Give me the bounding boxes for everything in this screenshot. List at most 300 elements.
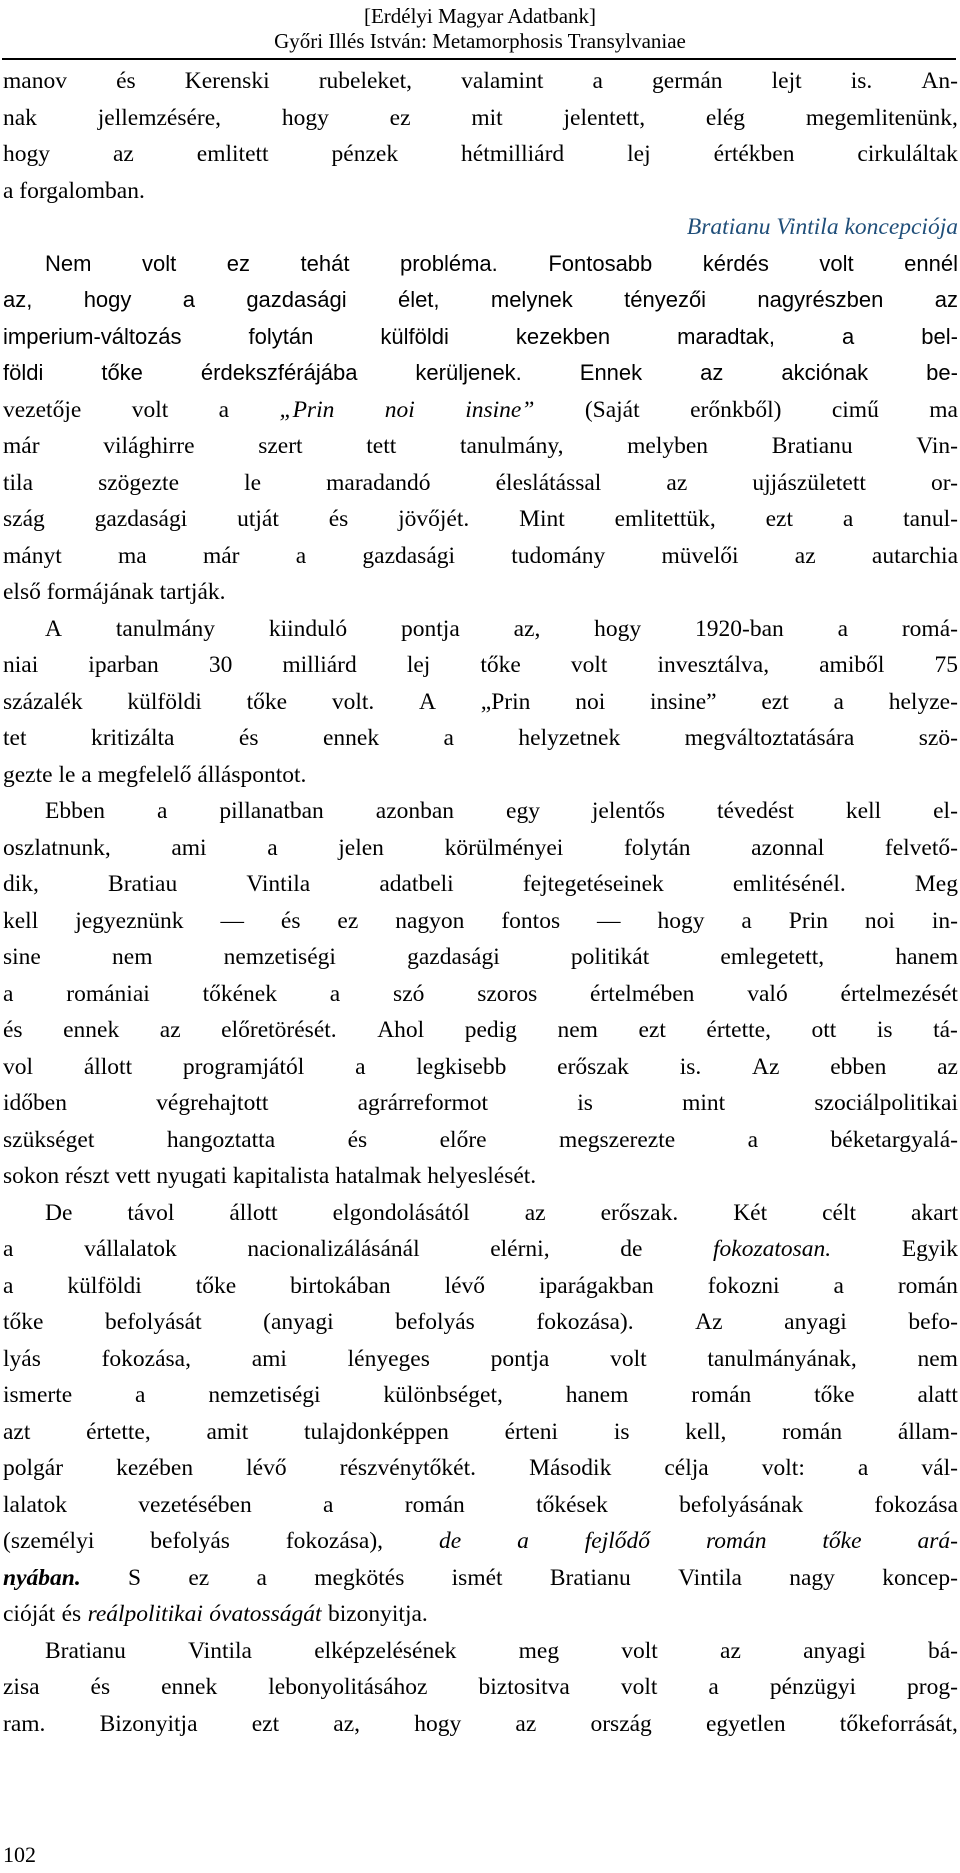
word: megemlitenünk, bbox=[805, 104, 958, 131]
word: gazdasági bbox=[94, 506, 188, 532]
word: a bbox=[329, 980, 341, 1007]
word: az bbox=[794, 542, 816, 569]
word: nem bbox=[557, 1017, 598, 1043]
word: bel- bbox=[921, 323, 958, 349]
word: Bratianu bbox=[549, 1564, 631, 1591]
word: (személyi bbox=[3, 1528, 95, 1554]
word: állott bbox=[83, 1053, 133, 1080]
word: végrehajtott bbox=[156, 1090, 269, 1116]
word: fokozatosan. bbox=[713, 1236, 832, 1262]
word: mit bbox=[471, 104, 503, 131]
word: sokon részt vett nyugati kapitalista hatalmak helyeslését. bbox=[3, 1163, 537, 1189]
word: a bbox=[443, 725, 454, 751]
word: fontos bbox=[501, 907, 561, 934]
word: a bbox=[3, 1236, 14, 1262]
word: A bbox=[45, 615, 62, 642]
word: utját bbox=[237, 506, 279, 532]
word: „Prin bbox=[480, 688, 531, 715]
word: a bbox=[842, 506, 854, 532]
text-line bbox=[45, 611, 958, 648]
word: vezetője bbox=[3, 396, 82, 423]
word: ami bbox=[171, 834, 207, 861]
word: lévő bbox=[444, 1272, 486, 1299]
word: volt bbox=[610, 1345, 647, 1372]
word: lebonyolitásához bbox=[268, 1674, 428, 1700]
word: volt bbox=[819, 250, 854, 276]
text-line bbox=[3, 1414, 958, 1451]
word: lej bbox=[406, 652, 431, 678]
word: ma bbox=[117, 542, 147, 569]
word: Ebben bbox=[45, 798, 106, 824]
word: ismerte bbox=[3, 1382, 73, 1408]
word: volt. bbox=[331, 688, 375, 715]
word: insine” bbox=[650, 688, 717, 715]
word: gazdasági bbox=[407, 944, 500, 970]
word: élet, bbox=[397, 287, 440, 312]
word: alatt bbox=[917, 1382, 958, 1408]
word: a bbox=[837, 615, 849, 642]
word: egy bbox=[506, 798, 540, 824]
word: be- bbox=[926, 360, 958, 385]
text-line bbox=[3, 1487, 958, 1524]
word: nemzetiségi bbox=[223, 944, 336, 970]
text-line bbox=[3, 1158, 958, 1195]
word: és bbox=[61, 1601, 82, 1627]
word: a bbox=[517, 1528, 529, 1554]
word: birtokában bbox=[290, 1272, 391, 1299]
word: éleslátással bbox=[495, 469, 602, 496]
word: ennek bbox=[63, 1017, 120, 1043]
text-line bbox=[3, 392, 958, 429]
word: or- bbox=[931, 469, 958, 496]
text-line bbox=[3, 1669, 958, 1706]
word: polgár bbox=[3, 1455, 64, 1481]
word: tanulmány bbox=[115, 615, 216, 642]
word: hogy bbox=[83, 287, 132, 312]
word: célt bbox=[822, 1199, 857, 1226]
word: amit bbox=[206, 1418, 249, 1445]
word: megkötés bbox=[314, 1564, 405, 1591]
text-line bbox=[3, 173, 958, 210]
word: érdekszférájába bbox=[200, 360, 358, 385]
word: Vintila bbox=[188, 1637, 252, 1664]
word: is bbox=[613, 1418, 630, 1445]
word: Kerenski bbox=[184, 68, 270, 94]
word: és bbox=[238, 725, 259, 751]
word: román bbox=[782, 1418, 843, 1445]
word: tőke bbox=[246, 688, 288, 715]
word: Bizonyitja bbox=[99, 1710, 198, 1737]
word: ezt bbox=[638, 1017, 666, 1043]
word: és bbox=[280, 907, 301, 934]
word: biztositva bbox=[478, 1674, 570, 1700]
word: az bbox=[720, 1637, 741, 1664]
word: melyben bbox=[627, 433, 709, 459]
word: tőke bbox=[195, 1272, 237, 1299]
word: befo- bbox=[908, 1309, 958, 1335]
word: erőszak. bbox=[600, 1199, 679, 1226]
text-line bbox=[3, 684, 958, 721]
body-text bbox=[3, 63, 958, 1742]
word: ez bbox=[226, 250, 250, 276]
word: zisa bbox=[3, 1674, 40, 1700]
word: előretörését. bbox=[221, 1017, 337, 1043]
header-book-title: Győri Illés István: Metamorphosis Transylvaniae bbox=[274, 29, 686, 53]
word: Vintila bbox=[246, 871, 311, 897]
word: gezte le a megfelelő álláspontot. bbox=[3, 761, 307, 788]
text-line bbox=[3, 830, 958, 867]
word: is bbox=[577, 1090, 593, 1116]
word: értette, bbox=[86, 1418, 151, 1445]
word: Fontosabb bbox=[548, 250, 653, 276]
word: helyzetnek bbox=[518, 725, 621, 751]
word: is. bbox=[850, 68, 873, 94]
text-line bbox=[3, 319, 958, 356]
word: cirkuláltak bbox=[857, 141, 958, 167]
word: nyában. bbox=[3, 1564, 81, 1591]
word: a bbox=[592, 68, 603, 94]
word: ott bbox=[811, 1017, 837, 1043]
word: tehát bbox=[300, 250, 350, 276]
word: a bbox=[157, 798, 168, 824]
word: in- bbox=[931, 907, 958, 934]
text-line bbox=[3, 100, 958, 137]
word: nacionalizálásánál bbox=[247, 1236, 420, 1262]
word: hogy bbox=[3, 141, 50, 167]
word: emlitett bbox=[196, 141, 269, 167]
word: értelmezését bbox=[840, 980, 958, 1007]
word: szociálpolitikai bbox=[814, 1090, 958, 1116]
word: dik, bbox=[3, 871, 39, 897]
word: nak bbox=[3, 104, 37, 131]
word: anyagi bbox=[784, 1309, 847, 1335]
word: vezetésében bbox=[138, 1491, 252, 1518]
word: és bbox=[347, 1126, 368, 1153]
word: jegyeznünk bbox=[75, 907, 184, 934]
word: a bbox=[857, 1455, 869, 1481]
word: lyás bbox=[3, 1345, 41, 1372]
word: és bbox=[116, 68, 136, 94]
word: ujjászületett bbox=[752, 469, 866, 496]
word: noi bbox=[575, 688, 606, 715]
word: a bbox=[741, 907, 752, 934]
word: a bbox=[3, 980, 14, 1007]
word: hanem bbox=[565, 1382, 629, 1408]
word: fokozása). bbox=[536, 1309, 634, 1335]
word: hogy bbox=[657, 907, 705, 934]
page-number: 102 bbox=[3, 1842, 36, 1867]
word: Az bbox=[752, 1053, 780, 1080]
word: az bbox=[666, 469, 688, 496]
text-line bbox=[3, 282, 958, 319]
word: tényezői bbox=[624, 287, 707, 312]
word: manov bbox=[3, 68, 67, 94]
word: bá- bbox=[927, 1637, 958, 1664]
word: niai bbox=[3, 652, 39, 678]
word: külföldi bbox=[67, 1272, 142, 1299]
word: állam- bbox=[897, 1418, 958, 1445]
word: ma bbox=[929, 396, 958, 423]
word: S bbox=[128, 1564, 142, 1591]
word: ország bbox=[590, 1710, 652, 1737]
word: cimű bbox=[831, 396, 879, 423]
word: értelmében bbox=[590, 980, 695, 1007]
text-line bbox=[3, 903, 958, 940]
word: az bbox=[159, 1017, 181, 1043]
text-line bbox=[3, 1341, 958, 1378]
word: tila bbox=[3, 469, 34, 496]
word: lejt bbox=[771, 68, 802, 94]
word: befolyásának bbox=[679, 1491, 804, 1518]
word: Nem bbox=[45, 250, 92, 276]
text-line bbox=[45, 246, 958, 283]
word: nagy bbox=[789, 1564, 835, 1591]
word: iparágakban bbox=[538, 1272, 654, 1299]
word: nagyrészben bbox=[757, 287, 884, 312]
word: béketargyalá- bbox=[830, 1126, 958, 1153]
text-line bbox=[3, 1049, 958, 1086]
word: tanulmány, bbox=[459, 433, 564, 459]
header-rule bbox=[2, 58, 956, 60]
word: tanulmányának, bbox=[707, 1345, 857, 1372]
word: volt bbox=[141, 250, 177, 276]
word: ami bbox=[251, 1345, 287, 1372]
word: emlitettük, bbox=[614, 506, 716, 532]
word: világhirre bbox=[103, 433, 195, 459]
word: román bbox=[404, 1491, 465, 1518]
word: ará- bbox=[917, 1528, 958, 1554]
word: helyze- bbox=[888, 688, 958, 715]
word: fejlődő bbox=[584, 1528, 651, 1554]
text-line bbox=[45, 1195, 958, 1232]
text-line bbox=[3, 1268, 958, 1305]
word: akart bbox=[911, 1199, 958, 1226]
text-line bbox=[45, 1633, 958, 1670]
word: a bbox=[256, 1564, 267, 1591]
word: ennek bbox=[322, 725, 380, 751]
word: első formájának tartják. bbox=[3, 579, 226, 605]
word: bizonyitja. bbox=[327, 1601, 428, 1627]
word: mányt bbox=[3, 542, 62, 569]
word: is. bbox=[679, 1053, 702, 1080]
word: a bbox=[267, 834, 278, 861]
word: az, bbox=[333, 1710, 361, 1737]
text-line bbox=[3, 538, 958, 575]
word: ezt bbox=[761, 688, 789, 715]
word: tőkések bbox=[536, 1491, 608, 1518]
word: szág bbox=[3, 506, 45, 532]
word: adatbeli bbox=[379, 871, 454, 897]
word: ez bbox=[337, 907, 359, 934]
word: tőke bbox=[3, 1309, 44, 1335]
word: ezt bbox=[765, 506, 794, 532]
word: az bbox=[937, 1053, 958, 1080]
word: Bratiau bbox=[108, 871, 178, 897]
word: hogy bbox=[281, 104, 329, 131]
word: és bbox=[90, 1674, 111, 1700]
word: jellemzésére, bbox=[97, 104, 222, 131]
word: a bbox=[218, 396, 230, 423]
word: a bbox=[833, 1272, 844, 1299]
word: pillanatban bbox=[219, 798, 324, 824]
text-line bbox=[3, 720, 958, 757]
word: kell bbox=[845, 798, 882, 824]
word: tőkeforrását, bbox=[839, 1710, 958, 1737]
word: volt bbox=[620, 1674, 658, 1700]
word: agrárreformot bbox=[357, 1090, 489, 1116]
word: az bbox=[524, 1199, 546, 1226]
word: vol bbox=[3, 1053, 34, 1080]
word: kiinduló bbox=[268, 615, 348, 642]
word: programjától bbox=[182, 1053, 305, 1080]
text-line bbox=[3, 939, 958, 976]
word: tet bbox=[3, 725, 27, 751]
word: fokozása bbox=[874, 1491, 958, 1518]
word: de bbox=[438, 1528, 462, 1554]
word: iparban bbox=[88, 652, 159, 678]
word: a forgalomban. bbox=[3, 177, 145, 204]
word: jelentett, bbox=[563, 104, 646, 131]
word: jelen bbox=[338, 834, 384, 861]
word: befolyását bbox=[105, 1309, 202, 1335]
word: azonnal bbox=[751, 834, 825, 861]
word: a bbox=[841, 323, 855, 349]
word: romániai bbox=[66, 980, 150, 1007]
text-line bbox=[3, 1560, 958, 1597]
text-line bbox=[3, 136, 958, 173]
text-line bbox=[3, 757, 958, 794]
word: folytán bbox=[623, 834, 691, 861]
word: müvelői bbox=[661, 542, 739, 569]
word: emlegetett, bbox=[720, 944, 825, 970]
word: a bbox=[833, 688, 844, 715]
word: gazdasági bbox=[362, 542, 456, 569]
word: vál- bbox=[921, 1455, 958, 1481]
word: különbséget, bbox=[383, 1382, 503, 1408]
word: földi bbox=[3, 360, 44, 385]
word: pedig bbox=[464, 1017, 517, 1043]
word: prog- bbox=[907, 1674, 958, 1700]
word: 75 bbox=[934, 652, 958, 678]
word: lalatok bbox=[3, 1491, 67, 1518]
word: kérdés bbox=[702, 250, 769, 276]
word: az bbox=[112, 141, 134, 167]
word: az bbox=[700, 360, 724, 385]
running-header bbox=[0, 4, 960, 54]
word: százalék bbox=[3, 688, 83, 715]
word: jelentős bbox=[591, 798, 665, 824]
word: rubeleket, bbox=[318, 68, 413, 94]
word: pénzügyi bbox=[769, 1674, 856, 1700]
word: maradandó bbox=[326, 469, 431, 496]
word: Prin bbox=[788, 907, 828, 934]
word: el- bbox=[933, 798, 958, 824]
word: invesztálva, bbox=[657, 652, 770, 678]
word: román bbox=[705, 1528, 767, 1554]
word: koncep- bbox=[882, 1564, 958, 1591]
word: folytán bbox=[248, 323, 314, 349]
word: a bbox=[355, 1053, 366, 1080]
word: An- bbox=[921, 68, 958, 94]
word: anyagi bbox=[803, 1637, 866, 1664]
word: 30 bbox=[208, 652, 233, 678]
word: lévő bbox=[246, 1455, 287, 1481]
word: óvatosságát bbox=[209, 1601, 322, 1627]
word: szó bbox=[393, 980, 425, 1007]
text-line bbox=[3, 1706, 958, 1743]
text-line bbox=[3, 465, 958, 502]
word: a bbox=[182, 287, 195, 312]
word: erőszak bbox=[557, 1053, 629, 1080]
word: tett bbox=[366, 433, 397, 459]
word: Egyik bbox=[901, 1236, 958, 1262]
word: az bbox=[934, 287, 958, 312]
word: gazdasági bbox=[246, 287, 347, 312]
word: tőke bbox=[814, 1382, 855, 1408]
text-line bbox=[3, 355, 958, 392]
word: „Prin bbox=[279, 396, 335, 423]
word: hétmilliárd bbox=[461, 141, 565, 167]
word: tőkének bbox=[202, 980, 277, 1007]
word: 1920-ban bbox=[695, 615, 784, 642]
word: pontja bbox=[401, 615, 460, 642]
word: tőke bbox=[822, 1528, 862, 1554]
word: melynek bbox=[490, 287, 573, 312]
text-line bbox=[3, 647, 958, 684]
word: oszlatnunk, bbox=[3, 834, 111, 861]
text-line bbox=[3, 976, 958, 1013]
word: volt: bbox=[761, 1455, 805, 1481]
word: ennél bbox=[904, 250, 958, 276]
word: Ennek bbox=[579, 360, 643, 385]
word: volt bbox=[570, 652, 608, 678]
word: megszerezte bbox=[559, 1126, 676, 1153]
word: hanem bbox=[895, 944, 958, 970]
word: tévedést bbox=[716, 798, 794, 824]
text-line bbox=[3, 1377, 958, 1414]
word: tőke bbox=[480, 652, 521, 678]
word: szö- bbox=[918, 725, 958, 751]
word: mint bbox=[682, 1090, 726, 1116]
word: (anyagi bbox=[263, 1309, 334, 1335]
word: fokozása, bbox=[101, 1345, 191, 1372]
word: szert bbox=[258, 433, 303, 459]
word: elgondolásától bbox=[332, 1199, 470, 1226]
word: való bbox=[747, 980, 788, 1007]
word: állott bbox=[229, 1199, 278, 1226]
word: tulajdonképpen bbox=[303, 1418, 449, 1445]
word: Meg bbox=[914, 871, 958, 897]
word: tá- bbox=[933, 1017, 958, 1043]
word: kritizálta bbox=[90, 725, 175, 751]
word: kezekben bbox=[515, 323, 611, 349]
word: maradtak, bbox=[677, 323, 775, 349]
word: azt bbox=[3, 1418, 31, 1445]
text-line bbox=[3, 1523, 958, 1560]
word: előre bbox=[439, 1126, 487, 1153]
word: a bbox=[295, 542, 307, 569]
word: a bbox=[323, 1491, 334, 1518]
word: nem bbox=[112, 944, 153, 970]
text-line bbox=[3, 574, 958, 611]
text-line bbox=[3, 1304, 958, 1341]
word: legkisebb bbox=[416, 1053, 507, 1080]
word: Ahol bbox=[377, 1017, 425, 1043]
word: vállalatok bbox=[84, 1236, 177, 1262]
word: ez bbox=[188, 1564, 210, 1591]
word: Vin- bbox=[916, 433, 958, 459]
word: ismét bbox=[451, 1564, 503, 1591]
